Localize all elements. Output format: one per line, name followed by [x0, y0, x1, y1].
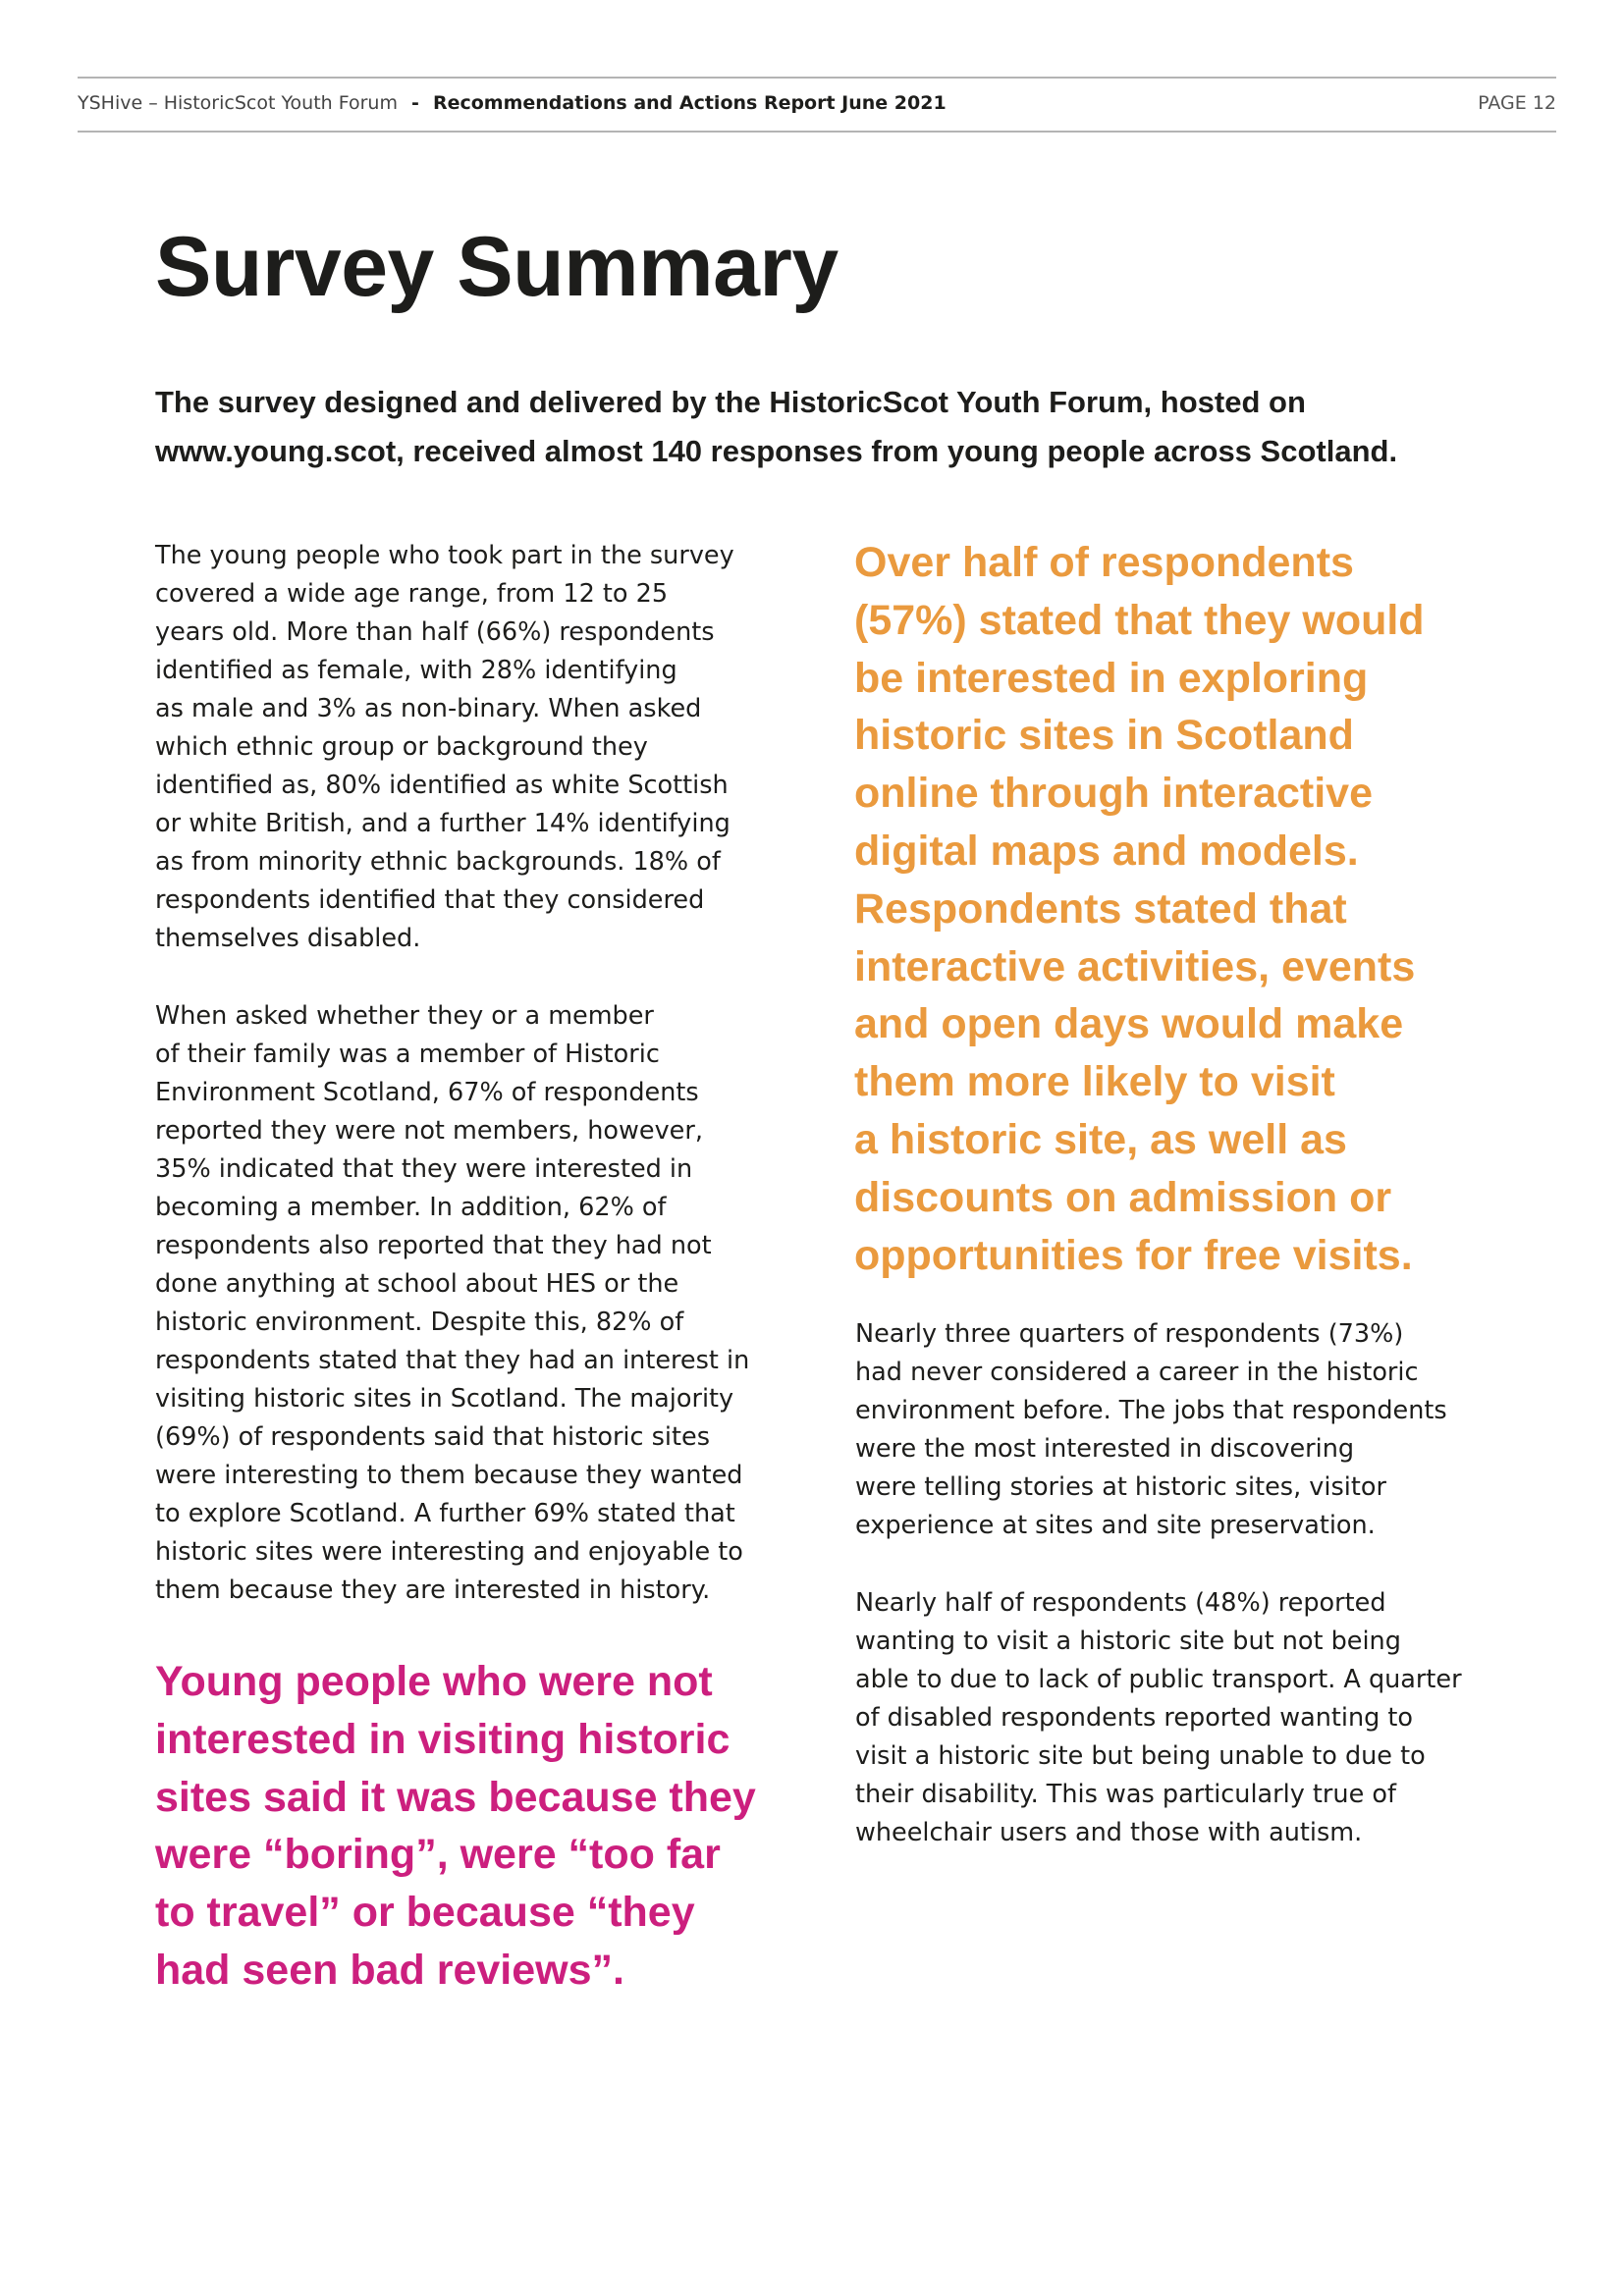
- pull-quote-interactive-maps: Over half of respondents (57%) stated that they would be interested in exploring historic sites in Scotland online through interactive digital maps and models. Respondents stated that interactive activities, events and open days would make them more likely to visit a historic site, as well as discounts on admission or opportunities for free visits.: [854, 539, 1425, 1279]
- pull-quote-not-interested: Young people who were not interested in visiting historic sites said it was because they were “boring”, were “too far to travel” or because “they had seen bad reviews”.: [155, 1658, 756, 1994]
- header-bottom-rule: [78, 131, 1556, 133]
- intro-paragraph: The survey designed and delivered by the HistoricScot Youth Forum, hosted on www.young.scot, received almost 140 responses from young people across Scotland.: [155, 385, 1398, 468]
- page-title: Survey Summary: [155, 220, 839, 314]
- right-paragraph-transport: Nearly half of respondents (48%) reported wanting to visit a historic site but not being able to due to lack of public transport. A quarter of disabled respondents reported wanting to visit a historic site but being unable to due to their disability. This was particularly true of wheelchair users and those with autism.: [855, 1588, 1462, 1847]
- running-header: [78, 92, 947, 114]
- left-paragraph-demographics: The young people who took part in the survey covered a wide age range, from 12 to 25 years old. More than half (66%) respondents identified as female, with 28% identifying as male and 3% as non-binary. When asked which ethnic group or background they identified as, 80% identified as white Scottish or white British, and a further 14% identifying as from minority ethnic backgrounds. 18% of respondents identified that they considered themselves disabled.: [155, 541, 734, 953]
- header-report-title: Recommendations and Actions Report June 2021: [432, 92, 947, 114]
- page-number: PAGE 12: [1478, 92, 1556, 114]
- left-paragraph-membership: When asked whether they or a member of their family was a member of Historic Environment Scotland, 67% of respondents reported they were not members, however, 35% indicated that they were interested in becoming a member. In addition, 62% of respondents also reported that they had not done anything at school about HES or the historic environment. Despite this, 82% of respondents stated that they had an interest in visiting historic sites in Scotland. The majority (69%) of respondents said that historic sites were interesting to them because they wanted to explore Scotland. A further 69% stated that historic sites were interesting and enjoyable to them because they are interested in history.: [155, 1001, 750, 1605]
- right-paragraph-careers: Nearly three quarters of respondents (73%) had never considered a career in the historic environment before. The jobs that respondents were the most interested in discovering were telling stories at historic sites, visitor experience at sites and site preservation.: [855, 1319, 1447, 1540]
- header-top-rule: [78, 77, 1556, 79]
- header-separator: -: [411, 92, 419, 114]
- header-publication: YSHive – HistoricScot Youth Forum: [78, 92, 398, 114]
